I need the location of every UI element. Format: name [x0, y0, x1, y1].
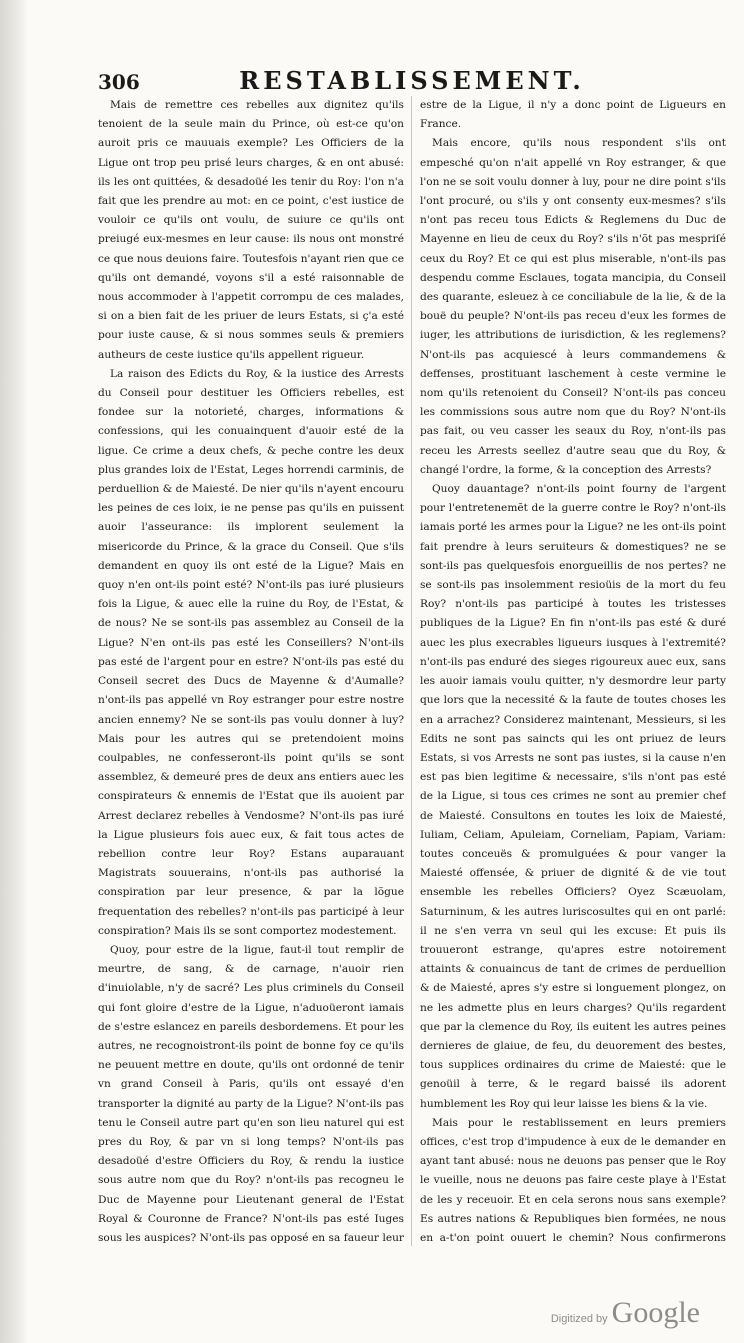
scan-page-edge	[0, 0, 28, 1343]
running-title: RESTABLISSEMENT.	[239, 66, 585, 95]
paragraph: Mais encore, qu'ils nous respondent s'ils ont empesché qu'on n'ait appellé vn Roy estranger, & que l'on ne se soit voulu donner à luy, pour ne dire point s'ils l'ont procuré, ou s'ils y ont consenty eux-mesmes? s'ils n'ont pas receu tous Edicts & Reglemens du Duc de Mayenne en lieu de ceux du Roy? s'ils n'õt pas mespriſé ceux du Roy? Et ce qui est plus miserable, n'ont-ils pas despendu comme Esclaues, togata mancipia, du Conseil des quarante, esleuez à ce conciliabule de la lie, & de la bouë du peuple? N'ont-ils pas receu d'eux les formes de iuger, les attributions de iurisdiction, & les reglemens? N'ont-ils pas acquiescé à leurs commandemens & deffenses, prostituant laschement à ceste vermine le nom qu'ils retenoient du Conseil? N'ont-ils pas conceu les commissions sous autre nom que du Roy? N'ont-ils pas fait, ou veu casser les seaux du Roy, n'ont-ils pas receu les Arrests seellez d'autre seau que du Roy, & changé l'ordre, la forme, & la conception des Arrests?	[420, 137, 726, 476]
watermark-prefix: Digitized by	[550, 1313, 608, 1325]
paragraph: Mais pour le restablissement en leurs premiers offices, c'est trop d'impudence à eux de le demander en ayant tant abusé: nous ne deuons pas penser que le Roy le vueille, nous ne deuons pas faire ceste playe à l'Estat de les y receuoir. Et en cela serons nous sans exemple? Es autres nations & Republiques bien formées, ne nous en a-t'on point ouuert le chemin? Nous confirmerons	[420, 1116, 726, 1244]
paragraph: Mais de remettre ces rebelles aux dignitez qu'ils tenoient de la seule main du Prince, où est-ce qu'on auroit pris ce mauuais exemple? Les Officiers de la Ligue ont trop peu prisé leurs charges, & en ont abusé: ils les ont quittées, & desadoüé les tenir du Roy: l'on n'a fait que les prendre au mot: en ce point, c'est iustice de vouloir ce qu'ils ont voulu, de suiure ce qu'ils ont preiugé eux-mesmes en leur cause: ils nous ont monstré ce que nous deuions faire. Toutesfois n'ayant rien que ce qu'ils ont demandé, voyons s'il a esté raisonnable de nous accommoder à l'appetit corrompu de ces malades, si on a bien fait de les priuer de leurs Estats, si ç'a esté pour iuste cause, & si nous sommes seuls & premiers autheurs de ceste iustice qu'ils appellent rigueur.	[98, 99, 404, 361]
paragraph: Quoy dauantage? n'ont-ils point fourny de l'argent pour l'entretenemẽt de la guerre contre le Roy? n'ont-ils iamais porté les armes pour la Ligue? ne les ont-ils point fait prendre à leurs seruiteurs & domestiques? ne se sont-ils pas quelquesfois enorgueillis de nos pertes? ne se sont-ils pas insolemment resioüis de la mort du feu Roy? n'ont-ils pas participé à toutes les tristesses publiques de la Ligue? En fin n'ont-ils pas esté & duré auec les plus execrables ligueurs iusques à l'extremité? n'ont-ils pas enduré des sieges rigoureux auec eux, sans les auoir iamais voulu quitter, n'y desmordre leur party que lors que la necessité & la faute de toutes choses les en a arrachez? Considerez maintenant, Messieurs, si les Edits ne sont pas saincts qui les ont priuez de leurs Estats, si vos Arrests ne sont pas iustes, si la cause n'en est pas bien legitime & necessaire, s'ils n'ont pas esté de la Ligue, si tous ces crimes ne sont au premier chef de Maiesté. Consultons en toutes les loix de Maiesté, Iuliam, Celiam, Apuleiam, Corneliam, Papiam, Variam: toutes conceuës & promulguées & pour vanger la Maiesté offensée, & priuer de dignité & de vie tout ensemble les rebelles Officiers? Oyez Scæuolam, Saturninum, & les autres luriscosultes qui en ont parlé: il ne s'en verra vn seul qui les excuse: Et puis ils trouueront estrange, qu'apres estre notoirement attaints & conuaincus de tant de crimes de perduellion & de Maiesté, apres s'y estre si longuement plongez, on ne les admette plus en leurs charges? Qu'ils regardent que par la clemence du Roy, ils euitent les autres peines dernieres de glaiue, de feu, du deuorement des bestes, tous supplices ordinaires du crime de Maiesté: que le genoüil à terre, & le regard baissé ils adorent humblement les Roy qui leur laisse les biens & la vie.	[420, 483, 726, 1110]
paragraph: La raison des Edicts du Roy, & la iustice des Arrests du Conseil pour destituer les Officiers rebelles, est fondee sur la notorieté, charges, informations & confessions, qui les conuainquent d'auoir esté de la ligue. Ce crime a deux chefs, & peche contre les deux plus grandes loix de l'Estat, Leges horrendi carminis, de perduellion & de Maiesté. De nier qu'ils n'ayent encouru les peines de ces loix, ie ne pense pas qu'ils en puissent auoir l'asseurance: ils implorent seulement la misericorde du Prince, & la grace du Conseil. Que s'ils demandent en quoy ils ont esté de la Ligue? Mais en quoy n'en ont-ils point esté? N'ont-ils pas iuré plusieurs fois la Ligue, & auec elle la ruine du Roy, de l'Estat, & de nous? Ne se sont-ils pas assemblez au Conseil de la Ligue? N'en ont-ils pas esté les Conseillers? N'ont-ils pas esté de l'argent pour en estre? N'ont-ils pas esté du Conseil secret des Ducs de Mayenne & d'Aumalle? n'ont-ils pas appellé vn Roy estranger pour estre nostre ancien ennemy? Ne se sont-ils pas voulu donner à luy? Mais pour les autres qui se pretendoient moins coulpables, ne confesseront-ils point qu'ils se sont assemblez, & demeuré pres de deux ans entiers auec les conspirateurs & ennemis de l'Estat que ils auoient par Arrest declarez rebelles à Vendosme? N'ont-ils pas iuré la Ligue plusieurs fois auec eux, & fait tous actes de rebellion contre leur Roy? Estans auparauant Magistrats souuerains, n'ont-ils pas authorisé la conspiration par leur presence, & par la lõgue frequentation des rebelles? n'ont-ils pas participé à leur conspiration? Mais ils se sont comportez modestement.	[98, 367, 404, 937]
right-column	[420, 96, 726, 1246]
column-divider	[411, 96, 412, 1246]
text-columns	[98, 96, 726, 1246]
digitized-watermark	[470, 1296, 700, 1330]
running-head	[98, 60, 726, 94]
left-column	[98, 96, 404, 1246]
paragraph: estre de la Ligue, il n'y a donc point de Ligueurs en France.	[420, 99, 726, 131]
page-number: 306	[98, 70, 140, 94]
book-page	[98, 60, 726, 1244]
paragraph: Quoy, pour estre de la ligue, faut-il tout remplir de meurtre, de sang, & de carnage, n'auoir rien d'inuiolable, n'y de sacré? Les plus criminels du Conseil qui font gloire d'estre de la Ligue, n'aduoüeront iamais de s'estre eslancez en pareils desbordemens. Et pour les autres, ne recognoistront-ils point de bonne foy ce qu'ils ne peuuent mettre en doute, qu'ils ont ordonné de tenir vn grand Conseil à Paris, qu'ils ont essayé d'en transporter la dignité au party de la Ligue? N'ont-ils pas tenu le Conseil autre part qu'en son lieu naturel qui est pres du Roy, & par vn si long temps? N'ont-ils pas desadoüé d'estre Officiers du Roy, & rendu la iustice sous autre nom que du Roy? n'ont-ils pas recogneu le Duc de Mayenne pour Lieutenant general de l'Estat Royal & Couronne de France? N'ont-ils pas esté Iuges sous les auspices? N'ont-ils pas opposé en sa faueur leur	[98, 943, 404, 1244]
google-logo: Google	[611, 1296, 700, 1329]
